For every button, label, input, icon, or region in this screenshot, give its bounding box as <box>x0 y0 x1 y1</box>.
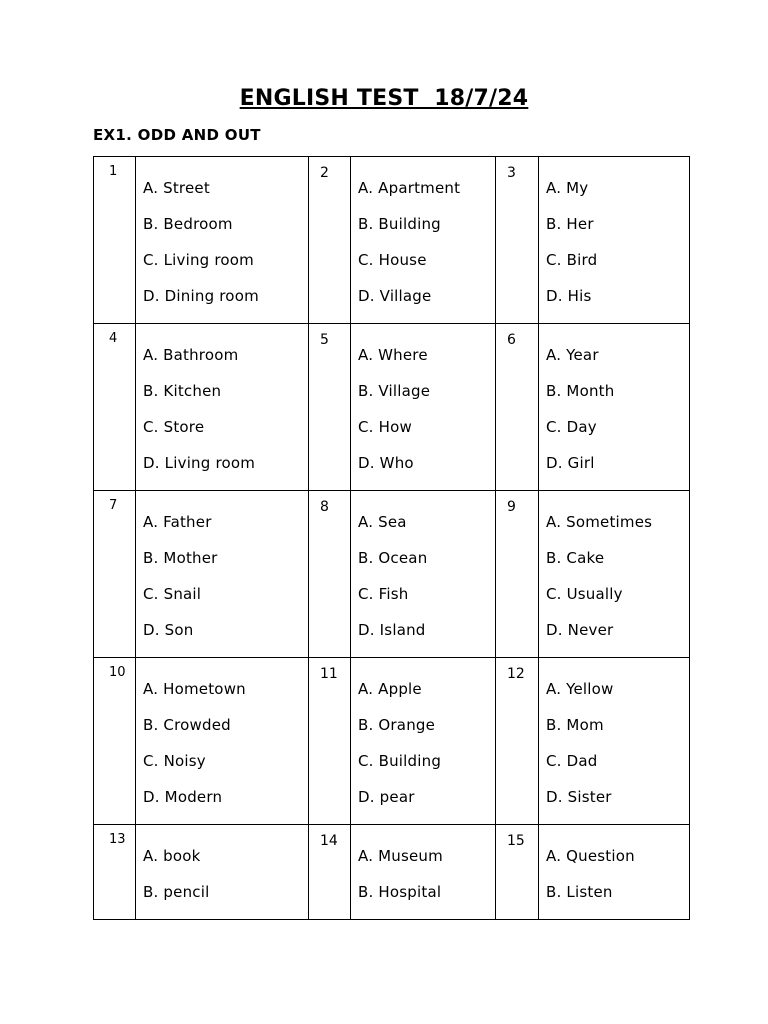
options-cell <box>136 157 309 324</box>
option-item: A. Bathroom <box>143 346 239 364</box>
question-number-cell <box>94 324 136 491</box>
options-cell <box>539 825 690 920</box>
question-number-cell <box>496 825 539 920</box>
option-item: C. House <box>358 251 427 269</box>
option-item: D. Dining room <box>143 287 259 305</box>
option-item: B. Bedroom <box>143 215 233 233</box>
table-row <box>94 157 690 324</box>
option-item: D. Sister <box>546 788 612 806</box>
option-item: B. Month <box>546 382 615 400</box>
option-list <box>351 491 495 657</box>
question-number: 4 <box>109 331 118 346</box>
option-item: A. Sometimes <box>546 513 653 531</box>
question-number-cell <box>309 157 351 324</box>
option-item: C. Store <box>143 418 205 436</box>
option-list <box>136 324 308 490</box>
question-number: 10 <box>109 665 126 680</box>
options-cell <box>136 825 309 920</box>
table-row <box>94 324 690 491</box>
option-list <box>539 658 689 824</box>
option-item: B. Village <box>358 382 431 400</box>
option-item: B. Orange <box>358 716 436 734</box>
question-number-cell <box>309 324 351 491</box>
option-item: B. Mom <box>546 716 604 734</box>
option-item: C. Living room <box>143 251 254 269</box>
option-item: D. Living room <box>143 454 256 472</box>
option-list <box>351 825 495 919</box>
option-item: B. pencil <box>143 883 210 901</box>
option-list <box>539 491 689 657</box>
question-number: 12 <box>507 666 525 682</box>
question-number: 11 <box>320 666 338 682</box>
option-item: A. Question <box>546 847 635 865</box>
option-item: A. My <box>546 179 589 197</box>
option-item: D. Girl <box>546 454 595 472</box>
question-number: 6 <box>507 332 516 348</box>
option-item: B. Cake <box>546 549 605 567</box>
options-cell <box>539 324 690 491</box>
option-item: A. Hometown <box>143 680 246 698</box>
option-item: C. How <box>358 418 412 436</box>
options-cell <box>539 658 690 825</box>
option-item: C. Noisy <box>143 752 206 770</box>
option-list <box>539 825 689 919</box>
options-cell <box>539 491 690 658</box>
question-number: 14 <box>320 833 338 849</box>
option-item: A. Year <box>546 346 599 364</box>
question-table <box>93 156 690 920</box>
question-number-cell <box>496 324 539 491</box>
option-item: D. pear <box>358 788 415 806</box>
option-item: A. Father <box>143 513 212 531</box>
option-item: C. Dad <box>546 752 598 770</box>
question-number: 13 <box>109 832 126 847</box>
question-number: 1 <box>109 164 118 179</box>
option-item: A. Yellow <box>546 680 614 698</box>
question-number: 5 <box>320 332 329 348</box>
option-list <box>136 157 308 323</box>
table-row <box>94 825 690 920</box>
option-item: A. Apple <box>358 680 422 698</box>
question-number: 3 <box>507 165 516 181</box>
option-item: C. Day <box>546 418 597 436</box>
option-item: D. Who <box>358 454 414 472</box>
option-list <box>539 324 689 490</box>
option-item: B. Listen <box>546 883 613 901</box>
option-item: D. Island <box>358 621 426 639</box>
question-number-cell <box>309 658 351 825</box>
option-item: B. Her <box>546 215 594 233</box>
option-list <box>136 658 308 824</box>
table-row <box>94 491 690 658</box>
question-number-cell <box>496 157 539 324</box>
option-list <box>136 825 308 919</box>
question-number-cell <box>309 825 351 920</box>
option-list <box>351 157 495 323</box>
options-cell <box>351 324 496 491</box>
option-list <box>539 157 689 323</box>
option-item: B. Mother <box>143 549 218 567</box>
option-item: A. Street <box>143 179 210 197</box>
question-number: 2 <box>320 165 329 181</box>
options-cell <box>351 157 496 324</box>
question-number-cell <box>94 491 136 658</box>
option-item: D. His <box>546 287 592 305</box>
question-number-cell <box>94 157 136 324</box>
option-item: D. Village <box>358 287 432 305</box>
option-item: D. Never <box>546 621 614 639</box>
question-number: 8 <box>320 499 329 515</box>
option-item: C. Fish <box>358 585 409 603</box>
option-item: C. Snail <box>143 585 202 603</box>
options-cell <box>539 157 690 324</box>
option-item: D. Modern <box>143 788 223 806</box>
option-list <box>136 491 308 657</box>
option-item: B. Ocean <box>358 549 428 567</box>
option-item: A. Museum <box>358 847 443 865</box>
option-item: B. Building <box>358 215 441 233</box>
option-item: B. Hospital <box>358 883 442 901</box>
question-number: 15 <box>507 833 525 849</box>
option-item: A. Where <box>358 346 428 364</box>
options-cell <box>136 658 309 825</box>
option-item: C. Bird <box>546 251 598 269</box>
question-number-cell <box>94 658 136 825</box>
question-number: 9 <box>507 499 516 515</box>
option-item: A. book <box>143 847 201 865</box>
question-number-cell <box>496 491 539 658</box>
option-list <box>351 658 495 824</box>
option-item: C. Building <box>358 752 442 770</box>
question-number: 7 <box>109 498 118 513</box>
options-cell <box>136 491 309 658</box>
options-cell <box>351 825 496 920</box>
page-title: ENGLISH TEST 18/7/24 <box>239 86 529 111</box>
table-row <box>94 658 690 825</box>
exercise-heading: EX1. ODD AND OUT <box>93 126 261 144</box>
options-cell <box>351 491 496 658</box>
option-item: B. Kitchen <box>143 382 222 400</box>
option-item: C. Usually <box>546 585 623 603</box>
question-number-cell <box>496 658 539 825</box>
options-cell <box>351 658 496 825</box>
option-item: A. Sea <box>358 513 407 531</box>
option-item: A. Apartment <box>358 179 461 197</box>
option-item: D. Son <box>143 621 194 639</box>
question-number-cell <box>94 825 136 920</box>
option-list <box>351 324 495 490</box>
question-number-cell <box>309 491 351 658</box>
option-item: B. Crowded <box>143 716 231 734</box>
options-cell <box>136 324 309 491</box>
